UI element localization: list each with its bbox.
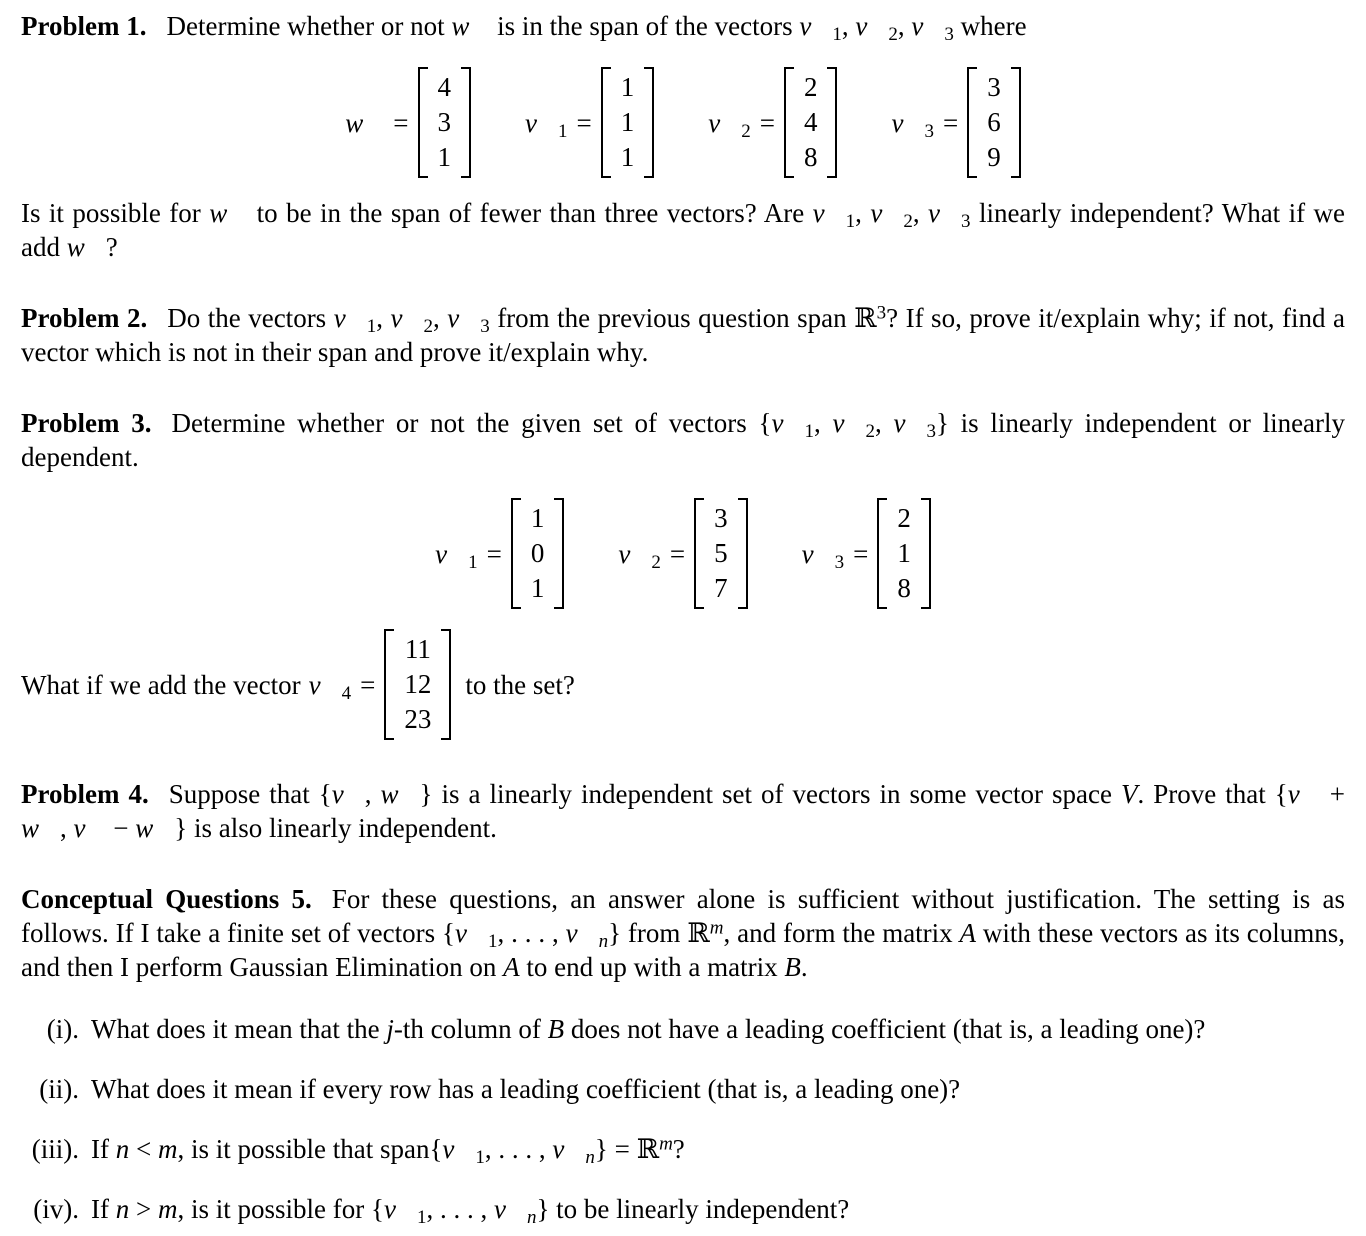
- text-run: 2: [865, 420, 875, 442]
- vector-entries: [428, 67, 462, 178]
- vector-subscript: 3: [834, 551, 845, 573]
- math-token: v⃗: [454, 918, 488, 948]
- conceptual-item-ii-marker: (ii).: [39, 1074, 79, 1104]
- conceptual-item-iii: [21, 1132, 1345, 1166]
- problem-2-section: [21, 301, 1345, 369]
- math-token: n: [115, 1134, 130, 1164]
- vector-symbol: $v⃗_1$: [525, 107, 568, 142]
- math-token: v⃗: [771, 408, 805, 438]
- problem-1-intro-text: [166, 11, 1027, 45]
- math-token: w⃗: [380, 779, 420, 809]
- text-run: } to be linearly independent?: [536, 1194, 850, 1224]
- text-run: ,: [897, 11, 912, 41]
- conceptual-questions-5-section: [21, 882, 1345, 1226]
- column-vector-matrix: [784, 67, 838, 178]
- math-token: v⃗: [447, 303, 481, 333]
- vector-symbol: $v⃗_3$: [891, 107, 934, 142]
- text-run: where: [953, 11, 1027, 41]
- vector-subscript: 1: [558, 120, 568, 142]
- conceptual-item-i: [21, 1012, 1345, 1046]
- vector-entries: [794, 67, 828, 178]
- math-token: n: [526, 1206, 537, 1228]
- problem-1-question: [21, 196, 1345, 264]
- math-token: v⃗: [832, 408, 866, 438]
- math-token: v⃗: [911, 11, 945, 41]
- vector-symbol: w⃗: [345, 107, 385, 138]
- text-run: 3: [926, 420, 936, 442]
- math-token: w⃗: [66, 232, 106, 262]
- text-run: } from: [608, 918, 688, 948]
- vector-definition: [802, 498, 931, 609]
- text-run: 1: [832, 23, 842, 45]
- vector-symbol: $v⃗_4$: [308, 669, 352, 704]
- equals-sign: =: [576, 107, 592, 138]
- math-token: n: [115, 1194, 130, 1224]
- text-run: 1: [475, 1146, 485, 1168]
- vector-entry: 5: [714, 538, 728, 568]
- text-run: 1: [366, 315, 377, 337]
- vector-entry: 1: [530, 503, 545, 533]
- text-run: linearly independent? What if we add: [21, 198, 1346, 262]
- text-run: 1: [416, 1206, 427, 1228]
- math-token: w⃗: [209, 198, 249, 228]
- problem-1-intro: [21, 9, 1345, 43]
- text-run: Do the vectors: [167, 303, 334, 333]
- right-bracket: [738, 498, 748, 609]
- text-run: ℝ: [854, 303, 877, 333]
- math-token: n: [598, 930, 609, 952]
- vector-entry: 3: [714, 503, 728, 533]
- text-run: ℝ: [636, 1134, 660, 1164]
- conceptual-item-iv: [21, 1192, 1345, 1226]
- equals-sign: =: [942, 107, 959, 138]
- text-run: 1: [845, 210, 856, 232]
- math-token: A: [503, 952, 520, 982]
- math-token: A: [959, 918, 977, 948]
- text-run: to be in the span of fewer than three vectors? Are: [248, 198, 813, 228]
- math-token: w⃗: [21, 813, 61, 843]
- left-bracket: [418, 67, 428, 178]
- vector-entry: 1: [620, 72, 635, 102]
- text-run: 3: [876, 302, 887, 324]
- vector-entry: 6: [987, 107, 1001, 137]
- left-bracket: [384, 629, 394, 740]
- problem-4-label: Problem 4.: [21, 779, 149, 809]
- math-token: v⃗: [1287, 779, 1321, 809]
- text-run: , is it possible for {: [177, 1194, 384, 1224]
- vector-entry: 1: [530, 573, 545, 603]
- text-run: } is also linearly independent.: [174, 813, 497, 843]
- text-run: ,: [855, 198, 871, 228]
- vector-definition: [309, 629, 452, 740]
- vector-entry: 2: [803, 72, 818, 102]
- column-vector-matrix: [694, 498, 748, 609]
- right-bracket: [827, 67, 837, 178]
- text-run: <: [129, 1134, 158, 1164]
- vector-definition: [618, 498, 747, 609]
- text-run: 2: [423, 315, 433, 337]
- text-run: If: [91, 1194, 116, 1224]
- vector-definition: [891, 67, 1020, 178]
- vector-entry: 3: [437, 107, 452, 137]
- math-token: m: [157, 1194, 178, 1224]
- column-vector-matrix: [601, 67, 655, 178]
- text-run: Determine whether or not the given set of vectors {: [171, 408, 772, 438]
- text-run: } =: [594, 1134, 637, 1164]
- right-bracket: [554, 498, 564, 609]
- vector-entry: 4: [437, 72, 452, 102]
- problem-3-body: [21, 406, 1345, 474]
- vector-entry: 8: [897, 573, 911, 603]
- math-token: v⃗: [331, 779, 365, 809]
- text-run: } is a linearly independent set of vectors in some vector space: [419, 779, 1121, 809]
- vector-subscript: 4: [341, 682, 352, 704]
- equals-sign: =: [486, 538, 502, 569]
- conceptual-item-iv-marker: (iv).: [33, 1194, 79, 1224]
- text-run: What does it mean if every row has a leading coefficient (that is, a leading one)?: [91, 1074, 961, 1104]
- text-run: For these questions, an answer alone is sufficient without justification. The setting is as follows. If I take a finite set of vectors {: [21, 884, 1345, 948]
- text-run: >: [129, 1194, 158, 1224]
- text-run: ,: [376, 303, 391, 333]
- text-run: ,: [364, 779, 381, 809]
- math-token: v⃗: [390, 303, 424, 333]
- text-run: , . . . ,: [484, 1134, 553, 1164]
- vector-entries: [977, 67, 1011, 178]
- vector-subscript: 1: [468, 551, 478, 573]
- column-vector-matrix: [418, 67, 472, 178]
- problem-1-label: Problem 1.: [21, 11, 147, 41]
- text-run: 2: [888, 23, 898, 45]
- vector-entries: [887, 498, 921, 609]
- text-run: 3: [480, 315, 490, 337]
- math-token: v⃗: [565, 918, 599, 948]
- text-run: } is linearly independent or linearly dependent.: [21, 408, 1346, 472]
- vector-entry: 1: [620, 107, 635, 137]
- conceptual-questions-items: [21, 1012, 1345, 1226]
- text-run: 1: [487, 930, 498, 952]
- vector-definition: [345, 67, 471, 178]
- vector-definition: [435, 498, 564, 609]
- math-token: v⃗: [870, 198, 904, 228]
- right-bracket: [461, 67, 471, 178]
- vector-entries: [704, 498, 738, 609]
- problem-3-section: [21, 406, 1345, 740]
- vector-entry: 23: [404, 704, 432, 734]
- problem-4-body: [21, 777, 1345, 845]
- vector-subscript: 2: [741, 120, 751, 142]
- conceptual-item-ii: [21, 1072, 1345, 1106]
- vector-symbol: $v⃗_2$: [618, 538, 661, 573]
- conceptual-item-i-text: [91, 1012, 1345, 1046]
- math-token: w⃗: [451, 11, 491, 41]
- text-run: 3: [944, 23, 954, 45]
- text-run: If: [91, 1134, 116, 1164]
- text-run: -th column of: [393, 1014, 548, 1044]
- conceptual-item-i-marker: (i).: [46, 1014, 79, 1044]
- text-run: ,: [60, 813, 74, 843]
- problem-2-body-text: [21, 303, 1345, 367]
- math-token: V: [1121, 779, 1138, 809]
- problem-2-label: Problem 2.: [21, 303, 148, 333]
- left-bracket: [784, 67, 794, 178]
- math-token: v⃗: [812, 198, 846, 228]
- text-run: .: [800, 952, 808, 982]
- text-run: ?: [105, 232, 118, 262]
- text-run: ?: [672, 1134, 685, 1164]
- equals-sign: =: [360, 669, 376, 700]
- conceptual-questions-body: [21, 882, 1345, 984]
- left-bracket: [601, 67, 611, 178]
- problem-2-body: [21, 301, 1345, 369]
- vector-entry: 0: [530, 538, 545, 568]
- problem-1-vector-display: [21, 67, 1345, 178]
- text-run: , . . . ,: [497, 918, 566, 948]
- math-token: v⃗: [928, 198, 962, 228]
- right-bracket: [644, 67, 654, 178]
- problem-4-body-text: [21, 779, 1345, 843]
- vector-entry: 4: [803, 107, 818, 137]
- text-run: ,: [874, 408, 894, 438]
- vector-entry: 12: [404, 669, 432, 699]
- problem-1-section: [21, 9, 1345, 264]
- math-token: j: [386, 1014, 394, 1044]
- text-run: 2: [903, 210, 913, 232]
- text-run: to end up with a matrix: [519, 952, 785, 982]
- vector-symbol: $v⃗_2$: [708, 107, 751, 142]
- left-bracket: [511, 498, 521, 609]
- equals-sign: =: [393, 107, 409, 138]
- math-token: B: [547, 1014, 565, 1044]
- conceptual-item-iii-marker: (iii).: [31, 1134, 79, 1164]
- text-run: Suppose that {: [168, 779, 332, 809]
- text-run: ,: [841, 11, 856, 41]
- vector-definition: [708, 67, 837, 178]
- problem-4-section: [21, 777, 1345, 845]
- vector-entry: 7: [714, 573, 728, 603]
- math-token: v⃗: [442, 1134, 476, 1164]
- vector-entries: [611, 67, 645, 178]
- text-run: −: [106, 813, 136, 843]
- math-token: m: [157, 1134, 178, 1164]
- problem-3-addendum-suffix: [465, 668, 574, 702]
- text-run: +: [1320, 779, 1345, 809]
- vector-entry: 11: [404, 634, 431, 664]
- vector-entries: [521, 498, 555, 609]
- equals-sign: =: [669, 538, 686, 569]
- right-bracket: [441, 629, 451, 740]
- left-bracket: [877, 498, 887, 609]
- left-bracket: [694, 498, 704, 609]
- math-token: v⃗: [855, 11, 889, 41]
- conceptual-item-iv-text: [91, 1192, 1345, 1226]
- text-run: is in the span of the vectors: [490, 11, 800, 41]
- vector-definition: [525, 67, 654, 178]
- vector-entry: 1: [620, 142, 635, 172]
- problem-3-addendum-prefix: [21, 668, 301, 702]
- math-token: n: [585, 1146, 595, 1168]
- text-run: does not have a leading coefficient (that is, a leading one)?: [564, 1014, 1206, 1044]
- text-run: ,: [432, 303, 448, 333]
- problem-3-addendum: [21, 629, 1345, 740]
- math-token: v⃗: [73, 813, 107, 843]
- text-run: ℝ: [687, 918, 710, 948]
- vector-symbol: $v⃗_3$: [801, 538, 845, 573]
- vector-entry: 1: [437, 142, 452, 172]
- text-run: ? If so, prove it/explain why; if not, find a vector which is not in their span and prove it/explain why.: [21, 303, 1345, 367]
- equals-sign: =: [853, 538, 869, 569]
- column-vector-matrix: [967, 67, 1021, 178]
- conceptual-questions-label: Conceptual Questions 5.: [21, 884, 312, 914]
- vector-entry: 2: [897, 503, 911, 533]
- text-run: , . . . ,: [426, 1194, 494, 1224]
- text-run: , is it possible that span{: [177, 1134, 443, 1164]
- math-token: B: [784, 952, 801, 982]
- right-bracket: [921, 498, 931, 609]
- vector-entries: [394, 629, 441, 740]
- problem-3-vector-display: [21, 498, 1345, 609]
- text-run: from the previous question span: [489, 303, 855, 333]
- vector-symbol: $v⃗_1$: [435, 538, 478, 573]
- equals-sign: =: [759, 107, 775, 138]
- text-run: , and form the matrix: [723, 918, 960, 948]
- math-token: w⃗: [135, 813, 175, 843]
- math-token: v⃗: [333, 303, 367, 333]
- conceptual-item-ii-text: [91, 1072, 1345, 1106]
- text-run: ,: [912, 198, 929, 228]
- left-bracket: [967, 67, 977, 178]
- text-run: ,: [813, 408, 833, 438]
- column-vector-matrix: [384, 629, 451, 740]
- math-token: v⃗: [552, 1134, 586, 1164]
- math-token: m: [709, 917, 724, 939]
- conceptual-item-iii-text: [91, 1132, 1345, 1166]
- text-run: Is it possible for: [21, 198, 210, 228]
- vector-entry: 8: [803, 142, 818, 172]
- text-run: 3: [961, 210, 971, 232]
- vector-subscript: 2: [651, 551, 661, 573]
- vector-subscript: 3: [924, 120, 934, 142]
- column-vector-matrix: [511, 498, 565, 609]
- text-run: What if we add the vector: [21, 669, 301, 700]
- text-run: to the set?: [465, 669, 575, 700]
- text-run: Determine whether or not: [166, 11, 452, 41]
- text-run: 1: [804, 420, 814, 442]
- problem-3-label: Problem 3.: [21, 408, 152, 438]
- math-token: v⃗: [799, 11, 833, 41]
- math-token: m: [659, 1133, 673, 1155]
- text-run: What does it mean that the: [91, 1014, 387, 1044]
- text-run: with these vectors as its columns, and then I perform Gaussian Elimination on: [21, 918, 1345, 982]
- right-bracket: [1011, 67, 1021, 178]
- vector-entry: 3: [987, 72, 1001, 102]
- vector-entry: 9: [987, 142, 1001, 172]
- math-token: v⃗: [383, 1194, 417, 1224]
- text-run: . Prove that {: [1137, 779, 1288, 809]
- math-token: v⃗: [893, 408, 927, 438]
- math-token: v⃗: [493, 1194, 527, 1224]
- vector-entry: 1: [897, 538, 911, 568]
- problem-3-addendum-vector: [309, 629, 452, 740]
- problem-3-body-text: [21, 408, 1345, 472]
- column-vector-matrix: [877, 498, 931, 609]
